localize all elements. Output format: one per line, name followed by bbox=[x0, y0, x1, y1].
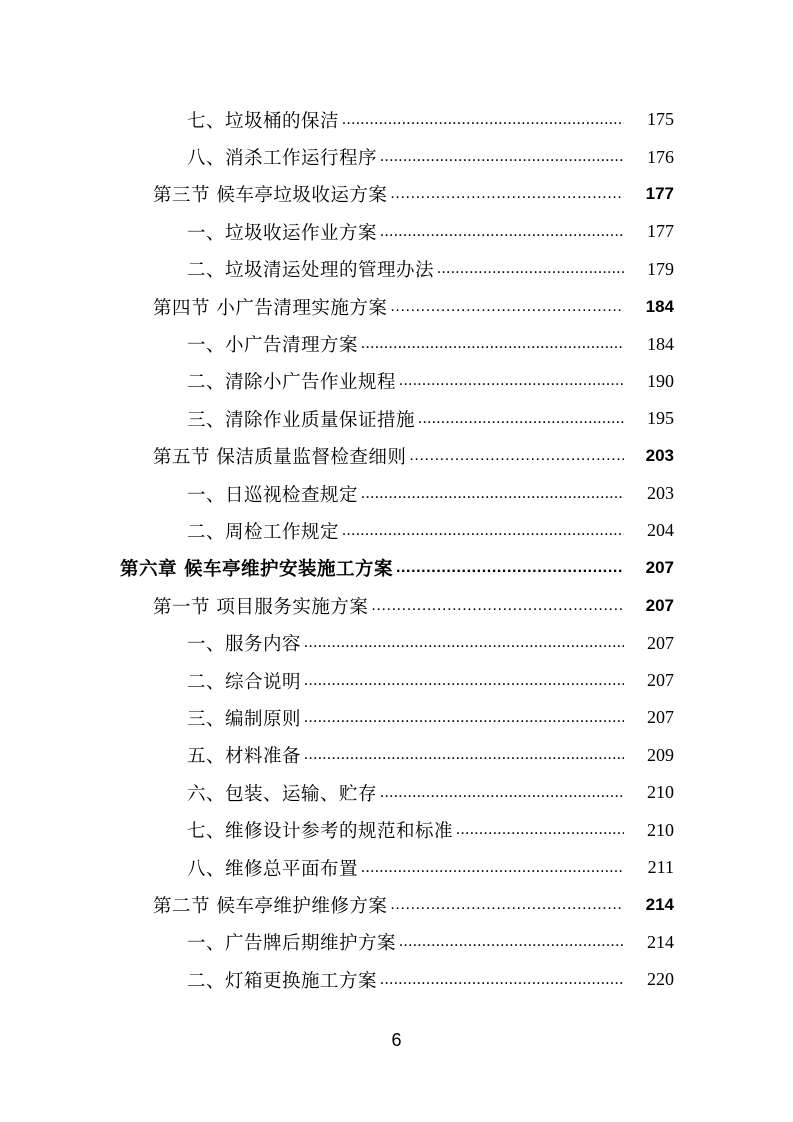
toc-entry-page-number: 190 bbox=[647, 370, 674, 391]
toc-entry-page-number: 210 bbox=[647, 819, 674, 840]
toc-subsection-entry[interactable] bbox=[0, 737, 793, 774]
toc-dot-leader bbox=[361, 485, 624, 503]
toc-entry-page-number: 195 bbox=[647, 408, 674, 429]
toc-dot-leader bbox=[418, 410, 624, 428]
toc-entry-title: 一、小广告清理方案 bbox=[187, 335, 359, 357]
toc-subsection-entry[interactable] bbox=[0, 251, 793, 288]
toc-dot-leader bbox=[399, 372, 624, 390]
page-number: 6 bbox=[391, 1030, 402, 1050]
toc-subsection-entry[interactable] bbox=[0, 138, 793, 175]
toc-section-entry[interactable] bbox=[0, 886, 793, 923]
toc-entry-page-number: 207 bbox=[647, 707, 674, 728]
toc-subsection-entry[interactable] bbox=[0, 512, 793, 549]
toc-entry-page-number: 204 bbox=[647, 520, 674, 541]
toc-dot-leader bbox=[342, 111, 624, 129]
toc-entry-page-number: 176 bbox=[647, 146, 674, 167]
toc-entry-title: 一、广告牌后期维护方案 bbox=[187, 933, 397, 955]
toc-dot-leader bbox=[342, 522, 624, 540]
toc-entry-page-number: 207 bbox=[647, 632, 674, 653]
toc-chapter-entry[interactable] bbox=[0, 550, 793, 587]
toc-entry-title: 七、垃圾桶的保洁 bbox=[187, 110, 340, 132]
toc-dot-leader bbox=[437, 260, 624, 278]
toc-entry-title: 六、包装、运输、贮存 bbox=[187, 783, 378, 805]
toc-section-entry[interactable] bbox=[0, 288, 793, 325]
toc-entry-page-number: 207 bbox=[645, 558, 674, 578]
toc-subsection-entry[interactable] bbox=[0, 624, 793, 661]
toc-entry-title: 一、日巡视检查规定 bbox=[187, 484, 359, 506]
toc-entry-page-number: 175 bbox=[647, 109, 674, 130]
toc-dot-leader bbox=[390, 185, 624, 203]
toc-entry-title: 八、消杀工作运行程序 bbox=[187, 148, 378, 170]
toc-entry-title: 二、灯箱更换施工方案 bbox=[187, 970, 378, 992]
toc-subsection-entry[interactable] bbox=[0, 325, 793, 362]
toc-entry-page-number: 220 bbox=[647, 969, 674, 990]
toc-entry-page-number: 184 bbox=[647, 333, 674, 354]
toc-entry-page-number: 210 bbox=[647, 782, 674, 803]
toc-entry-title: 第三节 候车亭垃圾收运方案 bbox=[153, 185, 388, 207]
toc-dot-leader bbox=[380, 971, 624, 989]
toc-subsection-entry[interactable] bbox=[0, 961, 793, 998]
toc-dot-leader bbox=[409, 447, 624, 465]
toc-subsection-entry[interactable] bbox=[0, 213, 793, 250]
toc-entry-title: 一、服务内容 bbox=[187, 634, 302, 656]
toc-entry-title: 二、周检工作规定 bbox=[187, 521, 340, 543]
toc-subsection-entry[interactable] bbox=[0, 774, 793, 811]
toc-entry-title: 七、维修设计参考的规范和标准 bbox=[187, 821, 454, 843]
toc-entry-page-number: 207 bbox=[647, 670, 674, 691]
toc-entry-page-number: 179 bbox=[647, 258, 674, 279]
toc-dot-leader bbox=[390, 896, 624, 914]
toc-dot-leader bbox=[361, 335, 624, 353]
toc-dot-leader bbox=[380, 223, 624, 241]
toc-dot-leader bbox=[304, 746, 624, 764]
toc-dot-leader bbox=[361, 859, 624, 877]
toc-entry-title: 三、清除作业质量保证措施 bbox=[187, 409, 416, 431]
toc-entry-title: 第五节 保洁质量监督检查细则 bbox=[153, 447, 407, 469]
toc-subsection-entry[interactable] bbox=[0, 363, 793, 400]
toc-dot-leader bbox=[304, 634, 624, 652]
toc-entry-title: 二、清除小广告作业规程 bbox=[187, 372, 397, 394]
toc-subsection-entry[interactable] bbox=[0, 662, 793, 699]
toc-section-entry[interactable] bbox=[0, 587, 793, 624]
toc-entry-title: 第四节 小广告清理实施方案 bbox=[153, 297, 388, 319]
toc-section-entry[interactable] bbox=[0, 438, 793, 475]
toc-subsection-entry[interactable] bbox=[0, 400, 793, 437]
toc-entry-page-number: 177 bbox=[645, 184, 674, 204]
toc-entry-page-number: 214 bbox=[647, 931, 674, 952]
toc-entry-page-number: 209 bbox=[647, 744, 674, 765]
toc-dot-leader bbox=[371, 597, 624, 615]
toc-entry-page-number: 177 bbox=[647, 221, 674, 242]
toc-entry-title: 第一节 项目服务实施方案 bbox=[153, 596, 369, 618]
toc-dot-leader bbox=[304, 672, 624, 690]
toc-entry-title: 三、编制原则 bbox=[187, 708, 302, 730]
toc-subsection-entry[interactable] bbox=[0, 475, 793, 512]
toc-subsection-entry[interactable] bbox=[0, 101, 793, 138]
toc-section-entry[interactable] bbox=[0, 176, 793, 213]
toc-subsection-entry[interactable] bbox=[0, 924, 793, 961]
toc-entry-page-number: 211 bbox=[647, 857, 674, 877]
table-of-contents bbox=[0, 101, 793, 998]
toc-entry-title: 二、综合说明 bbox=[187, 671, 302, 693]
toc-entry-title: 二、垃圾清运处理的管理办法 bbox=[187, 260, 435, 282]
toc-dot-leader bbox=[390, 298, 624, 316]
toc-subsection-entry[interactable] bbox=[0, 811, 793, 848]
toc-subsection-entry[interactable] bbox=[0, 699, 793, 736]
toc-dot-leader bbox=[396, 559, 624, 577]
toc-subsection-entry[interactable] bbox=[0, 849, 793, 886]
toc-entry-title: 第二节 候车亭维护维修方案 bbox=[153, 895, 388, 917]
toc-entry-title: 五、材料准备 bbox=[187, 746, 302, 768]
toc-dot-leader bbox=[456, 821, 624, 839]
toc-entry-title: 第六章 候车亭维护安装施工方案 bbox=[120, 559, 393, 581]
toc-entry-title: 八、维修总平面布置 bbox=[187, 858, 359, 880]
toc-entry-page-number: 203 bbox=[647, 483, 674, 504]
toc-dot-leader bbox=[380, 148, 624, 166]
toc-entry-page-number: 207 bbox=[645, 595, 674, 615]
toc-entry-title: 一、垃圾收运作业方案 bbox=[187, 222, 378, 244]
toc-entry-page-number: 184 bbox=[645, 296, 674, 316]
toc-dot-leader bbox=[380, 784, 624, 802]
toc-entry-page-number: 214 bbox=[645, 894, 674, 914]
toc-dot-leader bbox=[304, 709, 624, 727]
toc-entry-page-number: 203 bbox=[645, 446, 674, 466]
toc-dot-leader bbox=[399, 933, 624, 951]
